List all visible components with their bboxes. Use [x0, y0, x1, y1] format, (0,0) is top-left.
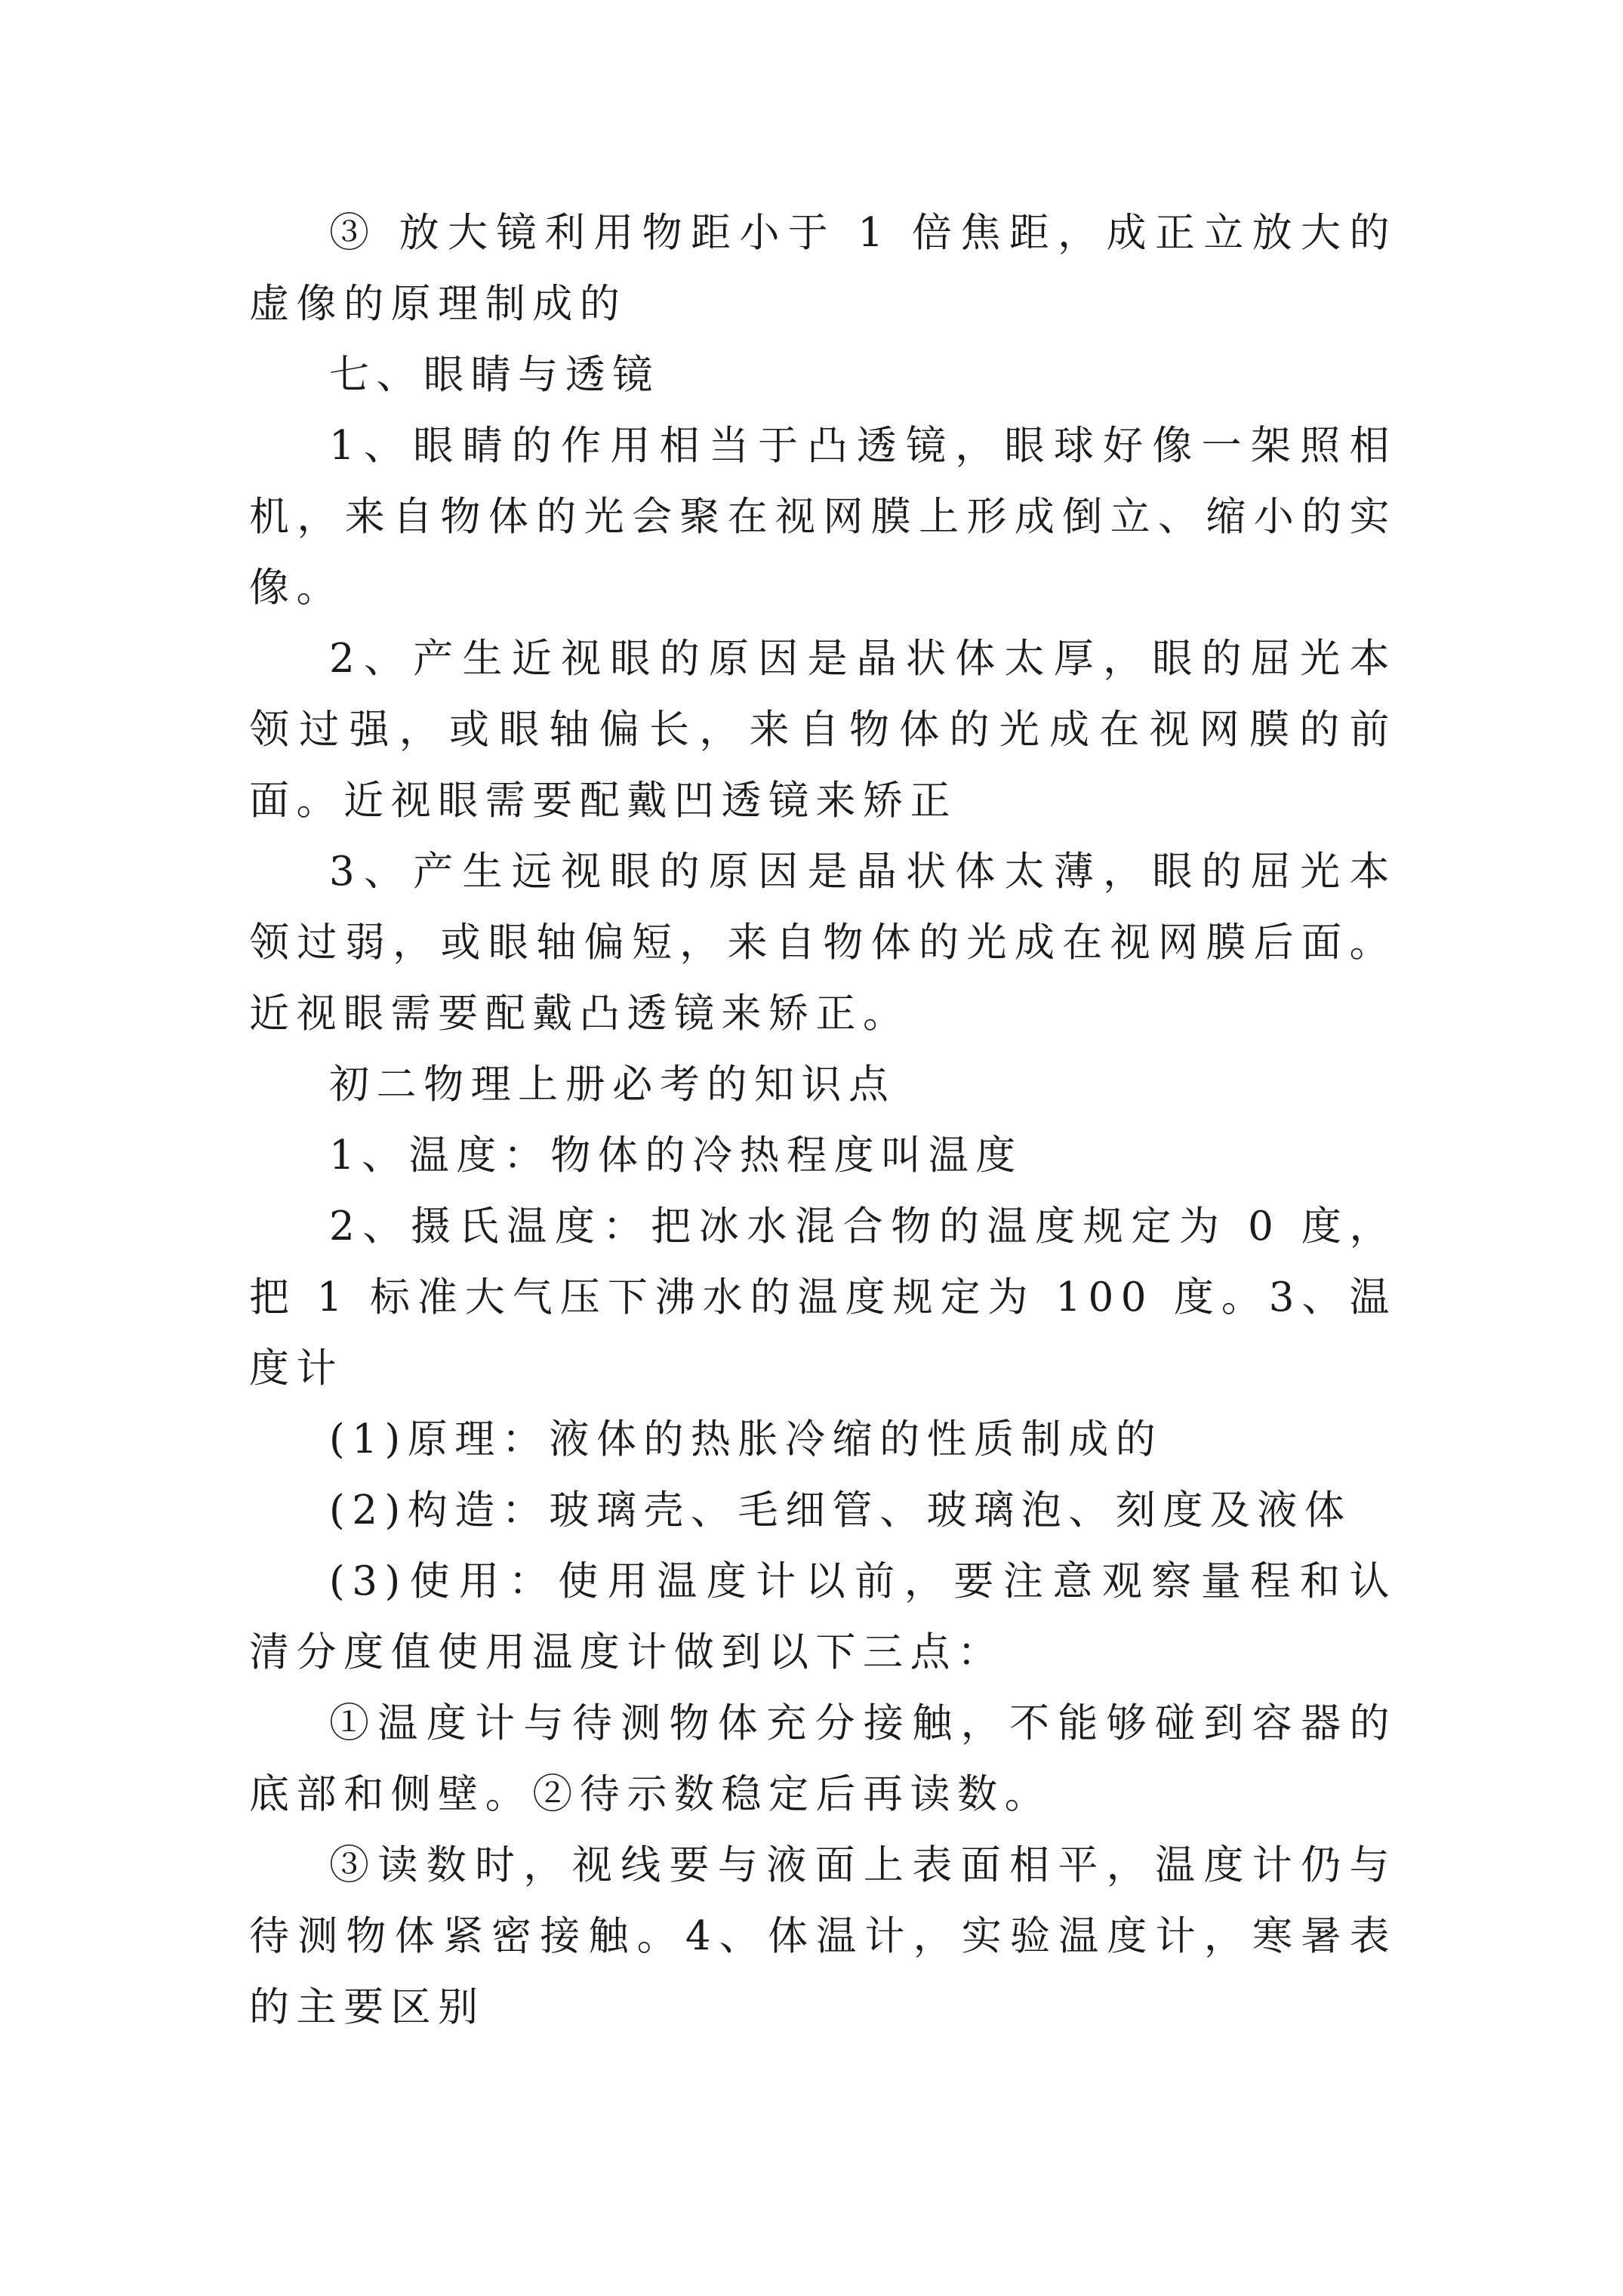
- paragraph-principle: (1)原理：液体的热胀冷缩的性质制成的: [329, 1416, 1163, 1462]
- paragraph-magnifier: ③ 放大镜利用物距小于 1 倍焦距，成正立放大的虚像的原理制成的: [249, 210, 1397, 327]
- paragraph-structure: (2)构造：玻璃壳、毛细管、玻璃泡、刻度及液体: [329, 1487, 1352, 1533]
- section-heading-knowledge-points: 初二物理上册必考的知识点: [329, 1062, 896, 1108]
- paragraph-myopia: 2、产生近视眼的原因是晶状体太厚，眼的屈光本领过强，或眼轴偏长，来自物体的光成在视网膜的前面。近视眼需要配戴凹透镜来矫正: [249, 636, 1397, 824]
- paragraph-usage-point-3: ③读数时，视线要与液面上表面相平，温度计仍与待测物体紧密接触。4、体温计，实验温度计，寒暑表的主要区别: [249, 1842, 1397, 2030]
- paragraph-eye-function: 1、眼睛的作用相当于凸透镜，眼球好像一架照相机，来自物体的光会聚在视网膜上形成倒立、缩小的实像。: [249, 423, 1397, 611]
- paragraph-celsius: 2、摄氏温度：把冰水混合物的温度规定为 0 度，把 1 标准大气压下沸水的温度规定为 100 度。3、温度计: [249, 1203, 1397, 1391]
- paragraph-temperature: 1、温度：物体的冷热程度叫温度: [329, 1133, 1023, 1179]
- paragraph-usage: (3)使用：使用温度计以前，要注意观察量程和认清分度值使用温度计做到以下三点：: [249, 1558, 1397, 1675]
- paragraph-hyperopia: 3、产生远视眼的原因是晶状体太薄，眼的屈光本领过弱，或眼轴偏短，来自物体的光成在视网膜后面。近视眼需要配戴凸透镜来矫正。: [249, 849, 1397, 1037]
- document-body: [249, 198, 1397, 2043]
- section-heading-eye-and-lens: 七、眼睛与透镜: [329, 352, 660, 398]
- paragraph-usage-point-1-2: ①温度计与待测物体充分接触，不能够碰到容器的底部和侧壁。②待示数稳定后再读数。: [249, 1700, 1397, 1817]
